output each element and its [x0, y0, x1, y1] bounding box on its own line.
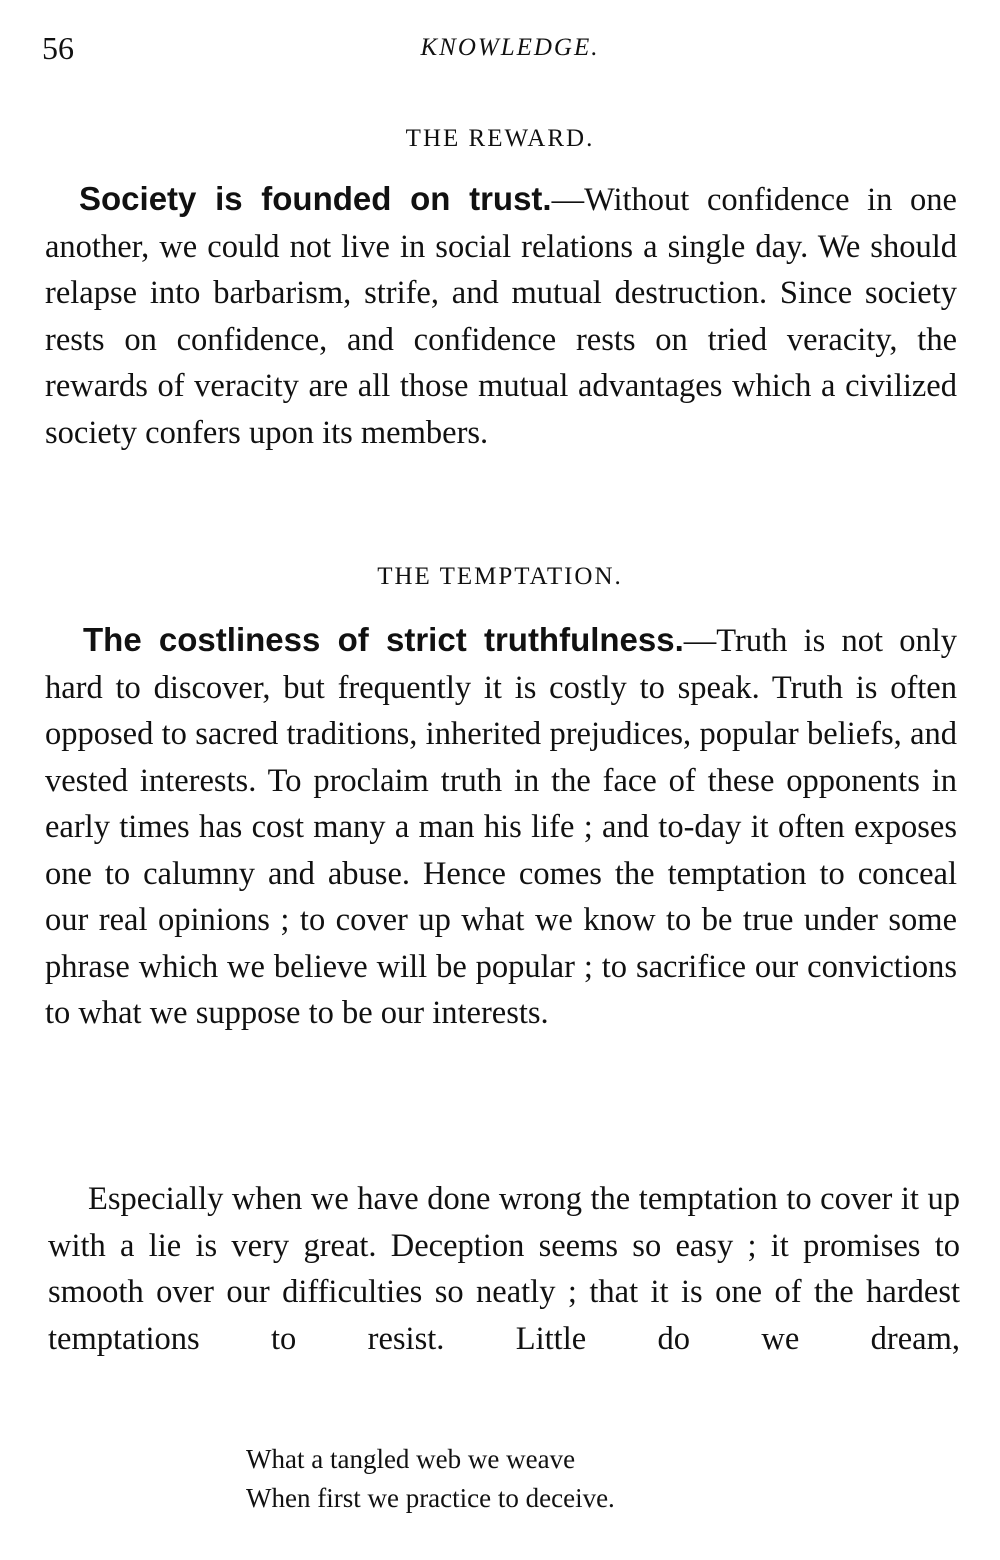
verse-line-1: What a tangled web we weave: [246, 1444, 576, 1474]
lead-in-reward: Society is founded on trust.: [79, 180, 552, 217]
verse-line-2: When first we practice to deceive.: [246, 1483, 615, 1513]
running-head: [0, 28, 1000, 68]
paragraph-temptation-body: —Truth is not only hard to discover, but frequently it is costly to speak. Truth is often opposed to sacred traditions, inherited prejudices, popular beliefs, and vested interests. To proclaim truth in the face of these opponents in early times has cost many a man his life ; and to-day it often exposes one to calumny and abuse. Hence comes the temptation to conceal our real opinions ; to cover up what we know to be true under some phrase which we believe will be popular ; to sacrifice our convictions to what we suppose to be our interests.: [45, 623, 957, 1031]
verse-quotation: [246, 1440, 615, 1518]
section-heading-reward: THE REWARD.: [405, 125, 595, 152]
paragraph-temptation: [45, 617, 957, 1037]
paragraph-reward: [45, 176, 957, 456]
paragraph-temptation-2: Especially when we have done wrong the temptation to cover it up with a lie is very great. Deception seems so easy ; it promises to smooth over our difficulties so neatly ; that it is one of the hardest temptations to resist. Little do we dream,: [48, 1181, 960, 1357]
paragraph-reward-body: —Without confidence in one another, we could not live in social relations a single day. We should relapse into barbarism, strife, and mutual destruction. Since society rests on confidence, and confidence rests on tried veracity, the rewards of veracity are all those mutual advantages which a civilized society confers upon its members.: [45, 182, 957, 451]
running-title: KNOWLEDGE.: [420, 34, 600, 61]
section-heading-temptation: THE TEMPTATION.: [377, 563, 623, 590]
page-number: 56: [42, 30, 74, 66]
lead-in-temptation: The costliness of strict truthfulness.: [83, 621, 684, 658]
